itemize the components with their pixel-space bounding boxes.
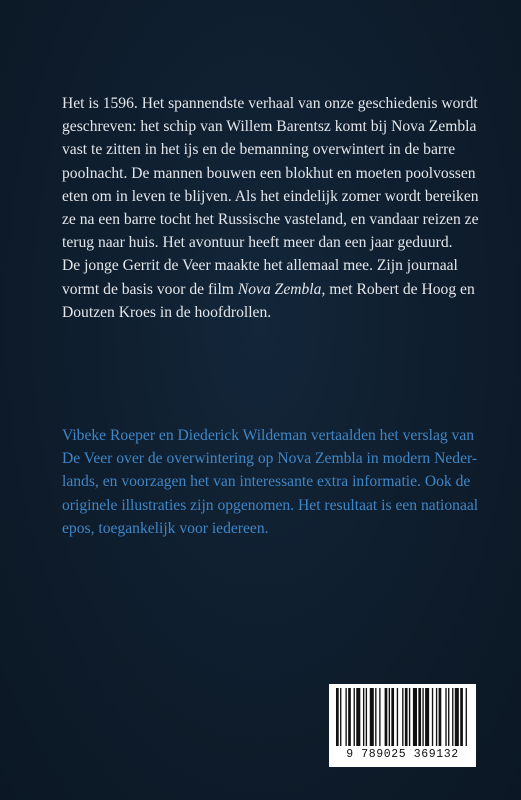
barcode-bar <box>370 688 374 746</box>
barcode-bar <box>402 688 403 746</box>
blurb-line: geschreven: het schip van Willem Barentsz komt bij Nova Zembla <box>62 118 477 136</box>
barcode-bar <box>348 688 351 746</box>
blurb-paragraph <box>62 92 482 324</box>
barcode-bar <box>432 688 433 746</box>
barcode-bar <box>439 688 442 746</box>
barcode-bar <box>436 688 437 746</box>
barcode-bar <box>389 688 390 746</box>
barcode-bar <box>452 688 453 746</box>
translators-line: De Veer over de overwintering op Nova Zembla in modern Neder- <box>62 450 478 468</box>
barcode-bars <box>336 688 469 746</box>
blurb-line: terug naar huis. Het avontuur heeft meer dan een jaar geduurd. <box>62 234 453 252</box>
barcode-bar <box>375 688 376 746</box>
blurb-text: , met Robert de Hoog en <box>321 280 475 298</box>
barcode-bar <box>455 688 459 746</box>
barcode-bar <box>340 688 341 746</box>
barcode-bar <box>385 688 388 746</box>
barcode-bar <box>391 688 394 746</box>
barcode-bar <box>460 688 463 746</box>
barcode-bar <box>366 688 367 746</box>
barcode-bar <box>409 688 410 746</box>
blurb-line: Doutzen Kroes in de hoofdrollen. <box>62 303 272 321</box>
barcode-bar <box>413 688 417 746</box>
translators-paragraph <box>62 424 482 540</box>
blurb-line: De jonge Gerrit de Veer maakte het allemaal mee. Zijn journaal <box>62 257 458 275</box>
barcode-bar <box>466 688 467 746</box>
translators-line: epos, toegankelijk voor iedereen. <box>62 519 269 537</box>
translators-line: originele illustraties zijn opgenomen. Het resultaat is een nationaal <box>62 496 479 514</box>
barcode-bar <box>448 688 449 746</box>
blurb-line: Het is 1596. Het spannendste verhaal van onze geschiedenis wordt <box>62 95 478 112</box>
blurb-text: vormt de basis voor de film <box>62 280 238 298</box>
isbn-barcode <box>329 684 476 767</box>
barcode-bar <box>345 688 346 746</box>
blurb-line: eten om in leven te blijven. Als het eindelijk zomer wordt bereiken <box>62 187 479 205</box>
film-title: Nova Zembla <box>237 280 322 298</box>
barcode-bar <box>405 688 408 746</box>
blurb-line-film <box>62 278 482 301</box>
barcode-bar <box>445 688 446 746</box>
blurb-line: poolnacht. De mannen bouwen een blokhut en moeten poolvossen <box>62 164 476 182</box>
barcode-bar <box>425 688 429 746</box>
blurb-line: vast te zitten in het ijs en de bemanning overwintert in de barre <box>62 141 456 159</box>
barcode-bar <box>379 688 380 746</box>
barcode-bar <box>397 688 398 746</box>
barcode-bar <box>354 688 355 746</box>
translators-line: lands, en voorzagen het van interessante extra informatie. Ook de <box>62 473 471 491</box>
barcode-bar <box>422 688 423 746</box>
blurb-line: ze na een barre tocht het Russische vasteland, en vandaar reizen ze <box>62 211 479 229</box>
barcode-bar <box>336 688 339 746</box>
barcode-bar <box>418 688 421 746</box>
isbn-digits: 9 789025 369132 <box>346 748 459 761</box>
barcode-bar <box>363 688 364 746</box>
barcode-bar <box>356 688 360 746</box>
translators-line: Vibeke Roeper en Diederick Wildeman vertaalden het verslag van <box>62 427 475 444</box>
